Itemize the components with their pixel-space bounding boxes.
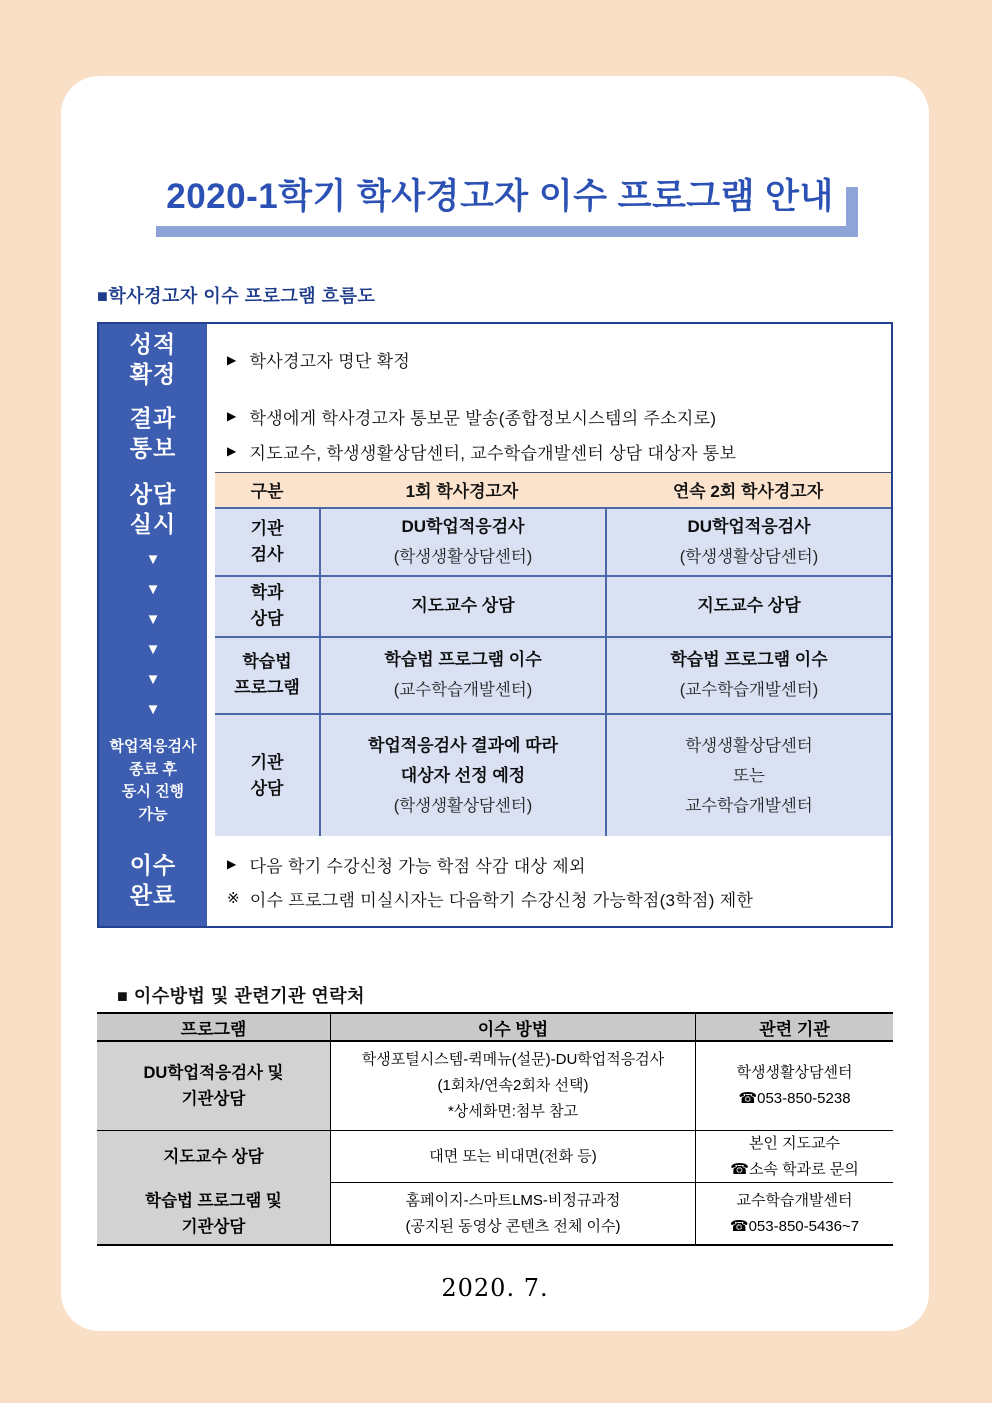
cell-first-warning: 지도교수 상담 (319, 577, 605, 636)
bullet-item: ▶ 지도교수, 학생생활상담센터, 교수학습개발센터 상담 대상자 통보 (227, 443, 737, 463)
triangle-bullet-icon: ▶ (227, 444, 237, 458)
bullet-item: ▶ 학생에게 학사경고자 통보문 발송(종합정보시스템의 주소지로) (227, 408, 717, 428)
triangle-bullet-icon: ▶ (227, 857, 237, 871)
cell-second-warning: DU학업적응검사 (학생생활상담센터) (605, 509, 891, 575)
org-cell: 학생생활상담센터 ☎053-850-5238 (695, 1042, 893, 1130)
stage-result-notify: 결과 통보 (129, 404, 177, 461)
notice-card (61, 76, 929, 1331)
result-notify-row (207, 395, 891, 472)
method-cell: 홈페이지-스마트LMS-비정규과정 (공지된 동영상 콘텐츠 전체 이수) (330, 1183, 695, 1244)
bullet-item: ▶ 다음 학기 수강신청 가능 학점 삭감 대상 제외 (227, 856, 586, 876)
down-arrow-icon: ▼ (145, 610, 161, 628)
contact-row-advisor (97, 1130, 893, 1182)
title-block (156, 174, 858, 237)
contact-table-header: 프로그램 이수 방법 관련 기관 (97, 1014, 893, 1042)
sidebar-note: 학업적응검사 종료 후 동시 진행 가능 (109, 738, 197, 823)
program-cell: DU학업적응검사 및 기관상담 (97, 1042, 330, 1130)
table-row-dept-counsel (215, 575, 891, 636)
counseling-table-header: 구분 1회 학사경고자 연속 2회 학사경고자 (215, 473, 891, 507)
down-arrow-icon: ▼ (145, 670, 161, 688)
down-arrow-icon: ▼ (145, 640, 161, 658)
counseling-table (215, 472, 891, 836)
table-row-learning-program (215, 636, 891, 714)
title-side-bar (846, 187, 858, 237)
row-label: 기관 상담 (215, 715, 319, 836)
row-label: 기관 검사 (215, 509, 319, 575)
down-arrow-icon: ▼ (145, 580, 161, 598)
bullet-item: ▶ 학사경고자 명단 확정 (227, 352, 411, 371)
completion-row (207, 836, 891, 926)
triangle-bullet-icon: ▶ (227, 352, 237, 367)
down-arrow-icon: ▼ (145, 550, 161, 568)
stage-counseling: 상담 실시 ▼ ▼ ▼ ▼ ▼ ▼ 학업적응검사 종료 후 동시 진행 가능 (99, 472, 207, 836)
cell-second-warning: 학생생활상담센터 또는 교수학습개발센터 (605, 715, 891, 836)
table-row-agency-test (215, 507, 891, 575)
flow-sidebar (99, 324, 207, 926)
reference-mark-icon: ※ (227, 890, 240, 907)
org-cell: 본인 지도교수 ☎소속 학과로 문의 (695, 1131, 893, 1183)
contact-row-du-test (97, 1042, 893, 1130)
triangle-bullet-icon: ▶ (227, 409, 237, 423)
footer-date: 2020. 7. (441, 1274, 549, 1302)
stage-grade-confirm: 성적 확정 (129, 330, 177, 387)
method-cell: 대면 또는 비대면(전화 등) (330, 1131, 695, 1183)
title-underline-bar (156, 226, 846, 237)
flow-content (207, 324, 891, 926)
flow-section-heading: ■학사경고자 이수 프로그램 흐름도 (97, 286, 376, 306)
stage-completion: 이수 완료 (129, 852, 177, 908)
phone-number: ☎053-850-5238 (738, 1090, 851, 1107)
phone-number: ☎소속 학과로 문의 (730, 1161, 859, 1178)
org-cell: 교수학습개발센터 ☎053-850-5436~7 (695, 1183, 893, 1244)
table-row-agency-counsel (215, 713, 891, 836)
bullet-item: ※ 이수 프로그램 미실시자는 다음학기 수강신청 가능학점(3학점) 제한 (227, 890, 754, 910)
row-label: 학과 상담 (215, 577, 319, 636)
cell-second-warning: 지도교수 상담 (605, 577, 891, 636)
cell-first-warning: 학업적응검사 결과에 따라 대상자 선정 예정 (학생생활상담센터) (319, 715, 605, 836)
program-cell: 지도교수 상담 (97, 1131, 330, 1183)
flow-arrows (146, 552, 161, 717)
row-label: 학습법 프로그램 (215, 638, 319, 714)
phone-number: ☎053-850-5436~7 (729, 1217, 860, 1235)
program-cell: 학습법 프로그램 및 기관상담 (97, 1183, 330, 1244)
contact-row-learning (97, 1182, 893, 1244)
cell-second-warning: 학습법 프로그램 이수 (교수학습개발센터) (605, 638, 891, 714)
counseling-table-wrap (207, 472, 891, 836)
method-cell: 학생포털시스템-퀵메뉴(설문)-DU학업적응검사 (1회차/연속2회차 선택) *상세화면:첨부 참고 (330, 1042, 695, 1130)
flow-table (97, 322, 893, 928)
cell-first-warning: DU학업적응검사 (학생생활상담센터) (319, 509, 605, 575)
down-arrow-icon: ▼ (145, 700, 161, 718)
contact-table (97, 1012, 893, 1246)
contact-section-heading: ■ 이수방법 및 관련기관 연락처 (117, 986, 366, 1006)
grade-confirm-row (207, 324, 891, 395)
page-title: 2020-1학기 학사경고자 이수 프로그램 안내 (166, 177, 834, 216)
cell-first-warning: 학습법 프로그램 이수 (교수학습개발센터) (319, 638, 605, 714)
